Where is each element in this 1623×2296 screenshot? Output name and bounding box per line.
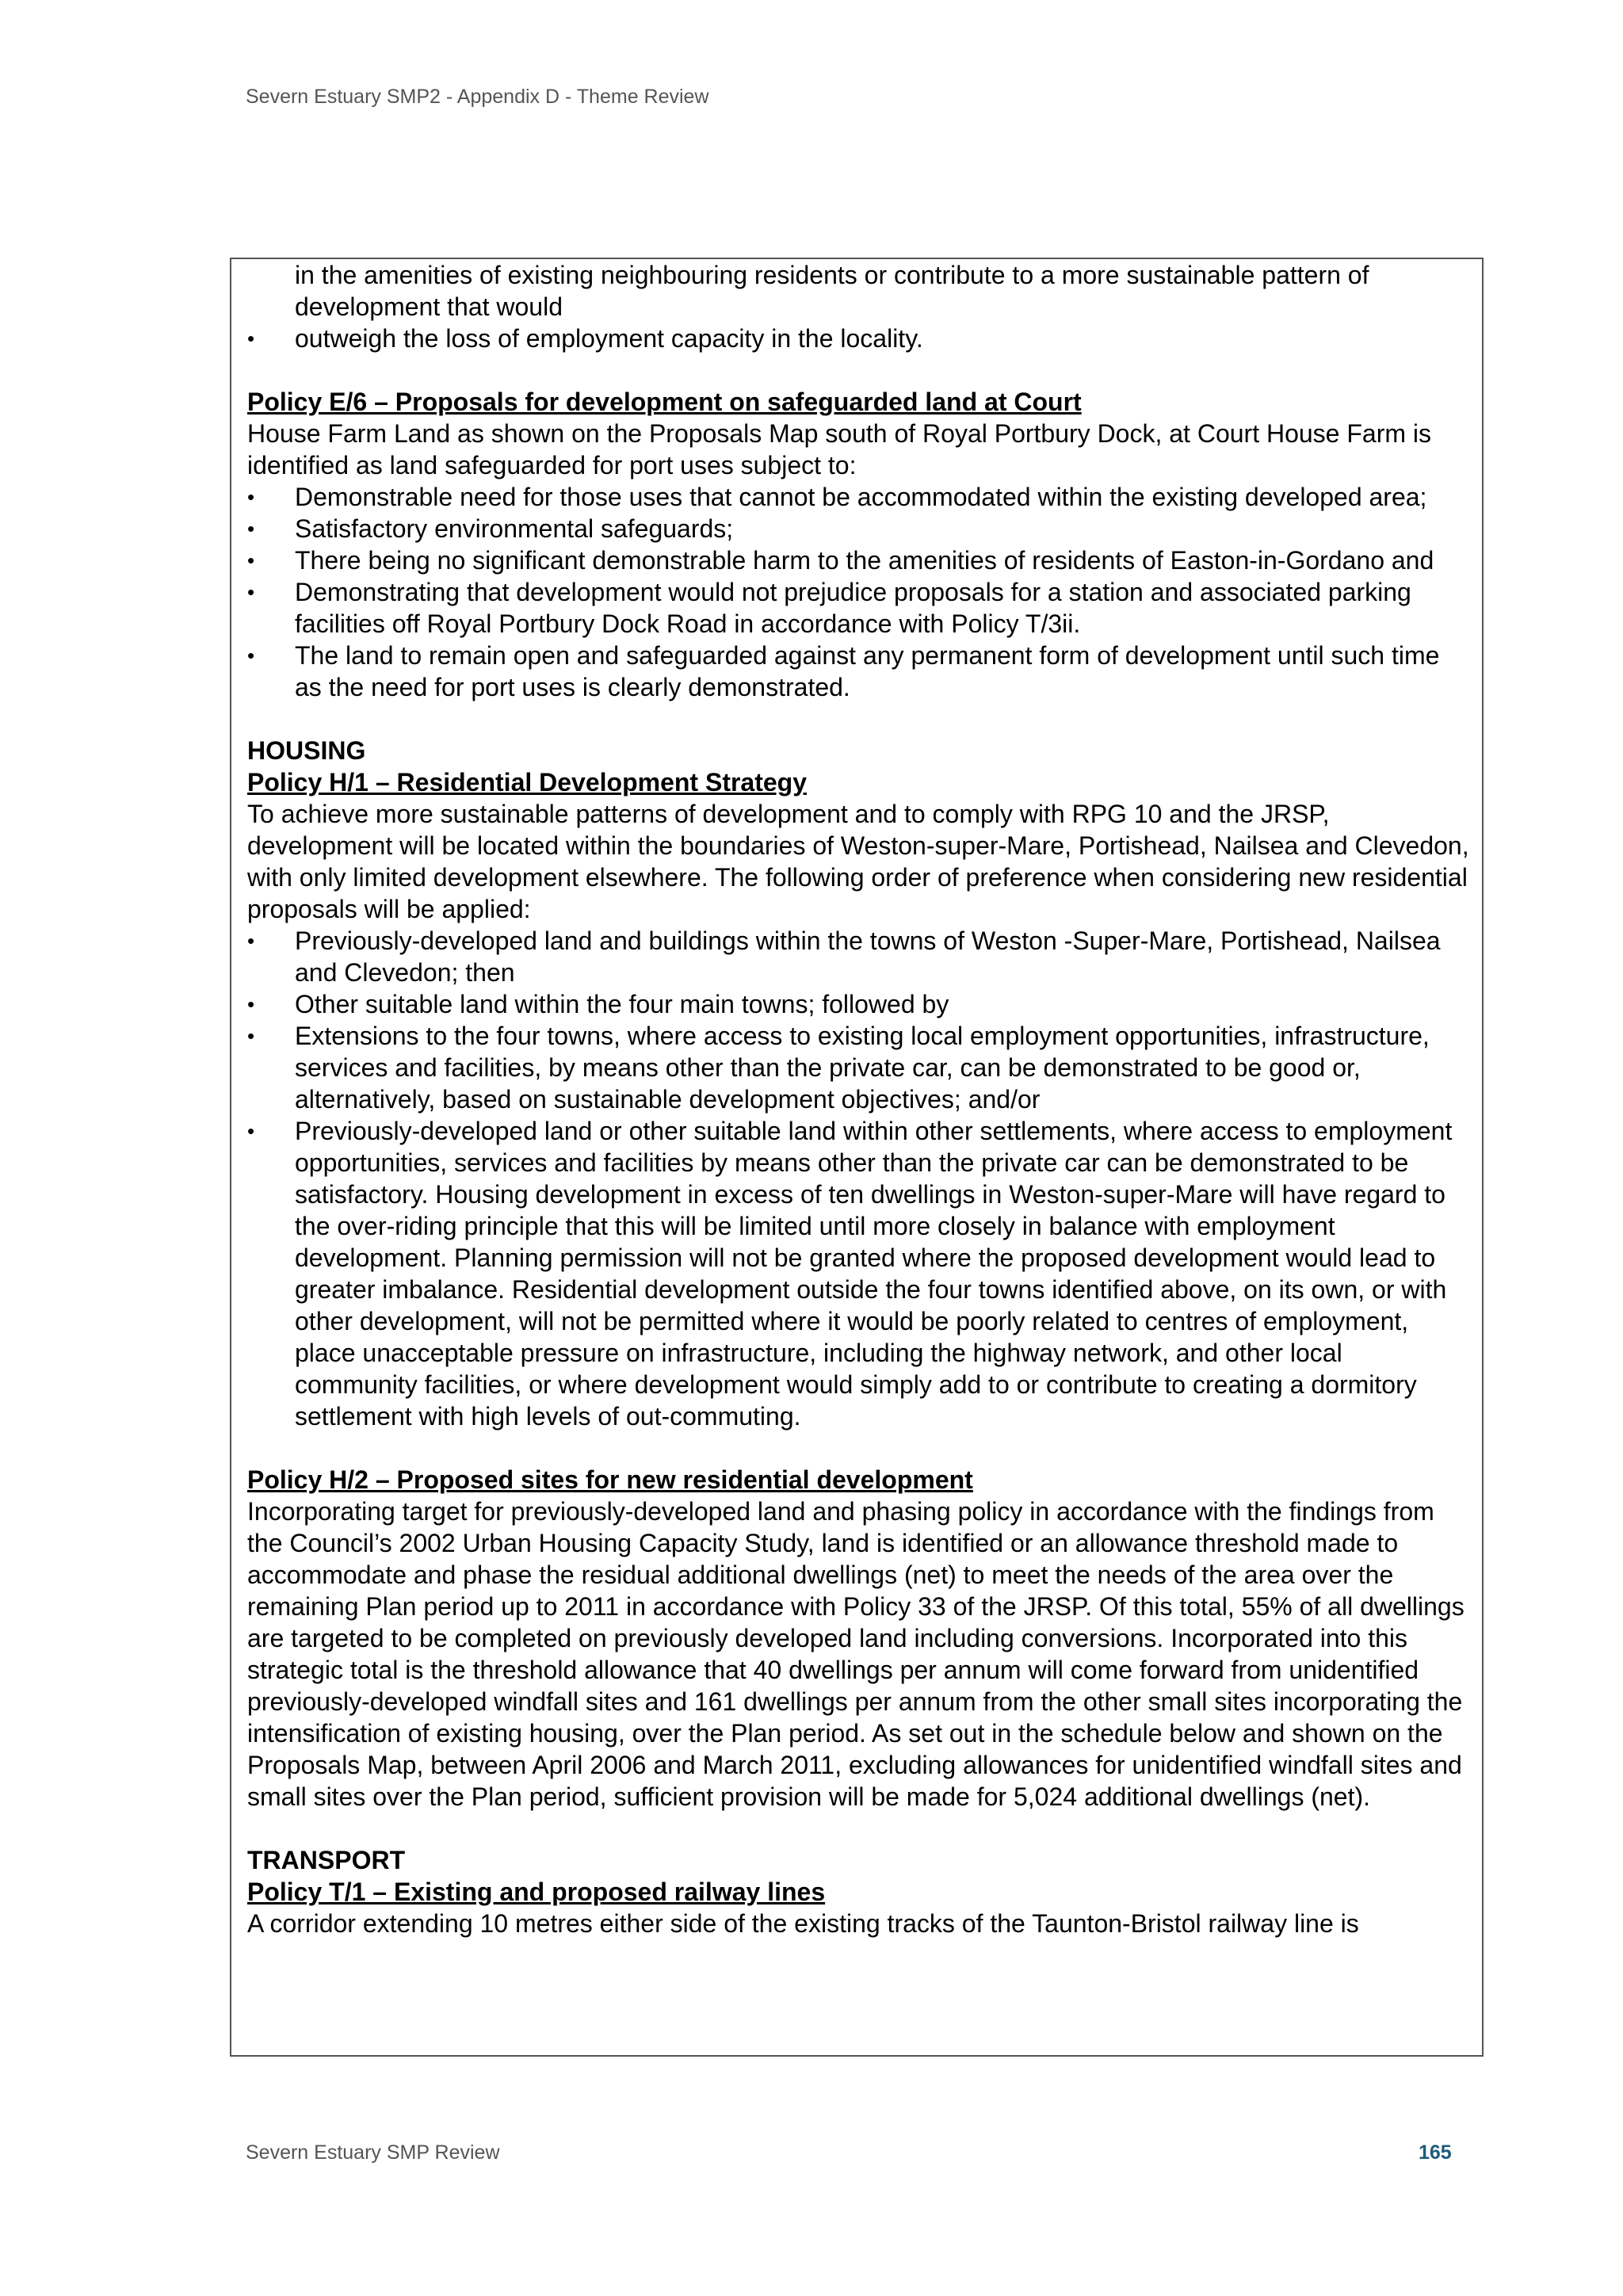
policy-t1-heading: Policy T/1 – Existing and proposed railway lines — [247, 1878, 826, 1906]
policy-h1-intro: To achieve more sustainable patterns of development and to comply with RPG 10 and the JRSP, development will be located within the boundaries of Weston-super-Mare, Portishead, Nailsea and Clevedon, with only limited development elsewhere. The following order of preference when considering new residential proposals will be applied: — [247, 800, 1469, 923]
page-number: 165 — [1419, 2141, 1452, 2164]
policy-h1-heading: Policy H/1 – Residential Development Strategy — [247, 768, 808, 797]
list-item: • Other suitable land within the four main towns; followed by — [247, 988, 1471, 1020]
policy-e6-intro: House Farm Land as shown on the Proposals Map south of Royal Portbury Dock, at Court House Farm is identified as land safeguarded for port uses subject to: — [247, 419, 1432, 479]
list-item: • The land to remain open and safeguarded against any permanent form of development until such time as the need for port uses is clearly demonstrated. — [247, 640, 1471, 703]
policy-e6-list — [247, 481, 1471, 703]
footer-title: Severn Estuary SMP Review — [246, 2141, 500, 2164]
policy-content — [247, 259, 1471, 1939]
continuation-list — [247, 259, 1471, 354]
list-item: in the amenities of existing neighbouring residents or contribute to a more sustainable pattern of development that would — [295, 261, 1369, 321]
policy-e6-heading: Policy E/6 – Proposals for development on safeguarded land at Court — [247, 388, 1082, 416]
list-item: • Satisfactory environmental safeguards; — [247, 513, 1471, 544]
list-item: • There being no significant demonstrable harm to the amenities of residents of Easton-in-Gordano and — [247, 544, 1471, 576]
policy-t1-text: A corridor extending 10 metres either side of the existing tracks of the Taunton-Bristol railway line is — [247, 1909, 1359, 1938]
policy-text-box — [230, 258, 1484, 2057]
list-item: • Demonstrable need for those uses that cannot be accommodated within the existing developed area; — [247, 481, 1471, 513]
policy-h1-list — [247, 925, 1471, 1432]
policy-h2-text: Incorporating target for previously-developed land and phasing policy in accordance with the findings from the Council’s 2002 Urban Housing Capacity Study, land is identified or an allowance threshold made to accommodate and phase the residual additional dwellings (net) to meet the needs of the area over the remaining Plan period up to 2011 in accordance with Policy 33 of the JRSP. Of this total, 55% of all dwellings are targeted to be completed on previously developed land including conversions. Incorporated into this strategic total is the threshold allowance that 40 dwellings per annum will come forward from unidentified previously-developed windfall sites and 161 dwellings per annum from the other small sites incorporating the intensification of existing housing, over the Plan period. As set out in the schedule below and shown on the Proposals Map, between April 2006 and March 2011, excluding allowances for unidentified windfall sites and small sites over the Plan period, sufficient provision will be made for 5,024 additional dwellings (net). — [247, 1497, 1465, 1811]
running-header: Severn Estuary SMP2 - Appendix D - Theme Review — [246, 86, 709, 108]
housing-section-heading: HOUSING — [247, 736, 366, 765]
list-item: • Previously-developed land or other suitable land within other settlements, where access to employment opportunities, services and facilities by means other than the private car can be demonstrated to be satisfactory. Housing development in excess of ten dwellings in Weston-super-Mare will have regard to the over-riding principle that this will be limited until more closely in balance with employment development. Planning permission will not be granted where the proposed development would lead to greater imbalance. Residential development outside the four towns identified above, on its own, or with other development, will not be permitted where it would be poorly related to centres of employment, place unacceptable pressure on infrastructure, including the highway network, and other local community facilities, or where development would simply add to or contribute to creating a dormitory settlement with high levels of out-commuting. — [247, 1115, 1471, 1432]
list-item: • outweigh the loss of employment capacity in the locality. — [247, 323, 1471, 354]
list-item: • Previously-developed land and buildings within the towns of Weston -Super-Mare, Portishead, Nailsea and Clevedon; then — [247, 925, 1471, 988]
policy-h2-heading: Policy H/2 – Proposed sites for new residential development — [247, 1465, 973, 1494]
list-item: • Extensions to the four towns, where access to existing local employment opportunities, infrastructure, services and facilities, by means other than the private car, can be demonstrated to be good or, alternatively, based on sustainable development objectives; and/or — [247, 1020, 1471, 1115]
transport-section-heading: TRANSPORT — [247, 1846, 406, 1874]
list-item: • Demonstrating that development would not prejudice proposals for a station and associated parking facilities off Royal Portbury Dock Road in accordance with Policy T/3ii. — [247, 576, 1471, 640]
